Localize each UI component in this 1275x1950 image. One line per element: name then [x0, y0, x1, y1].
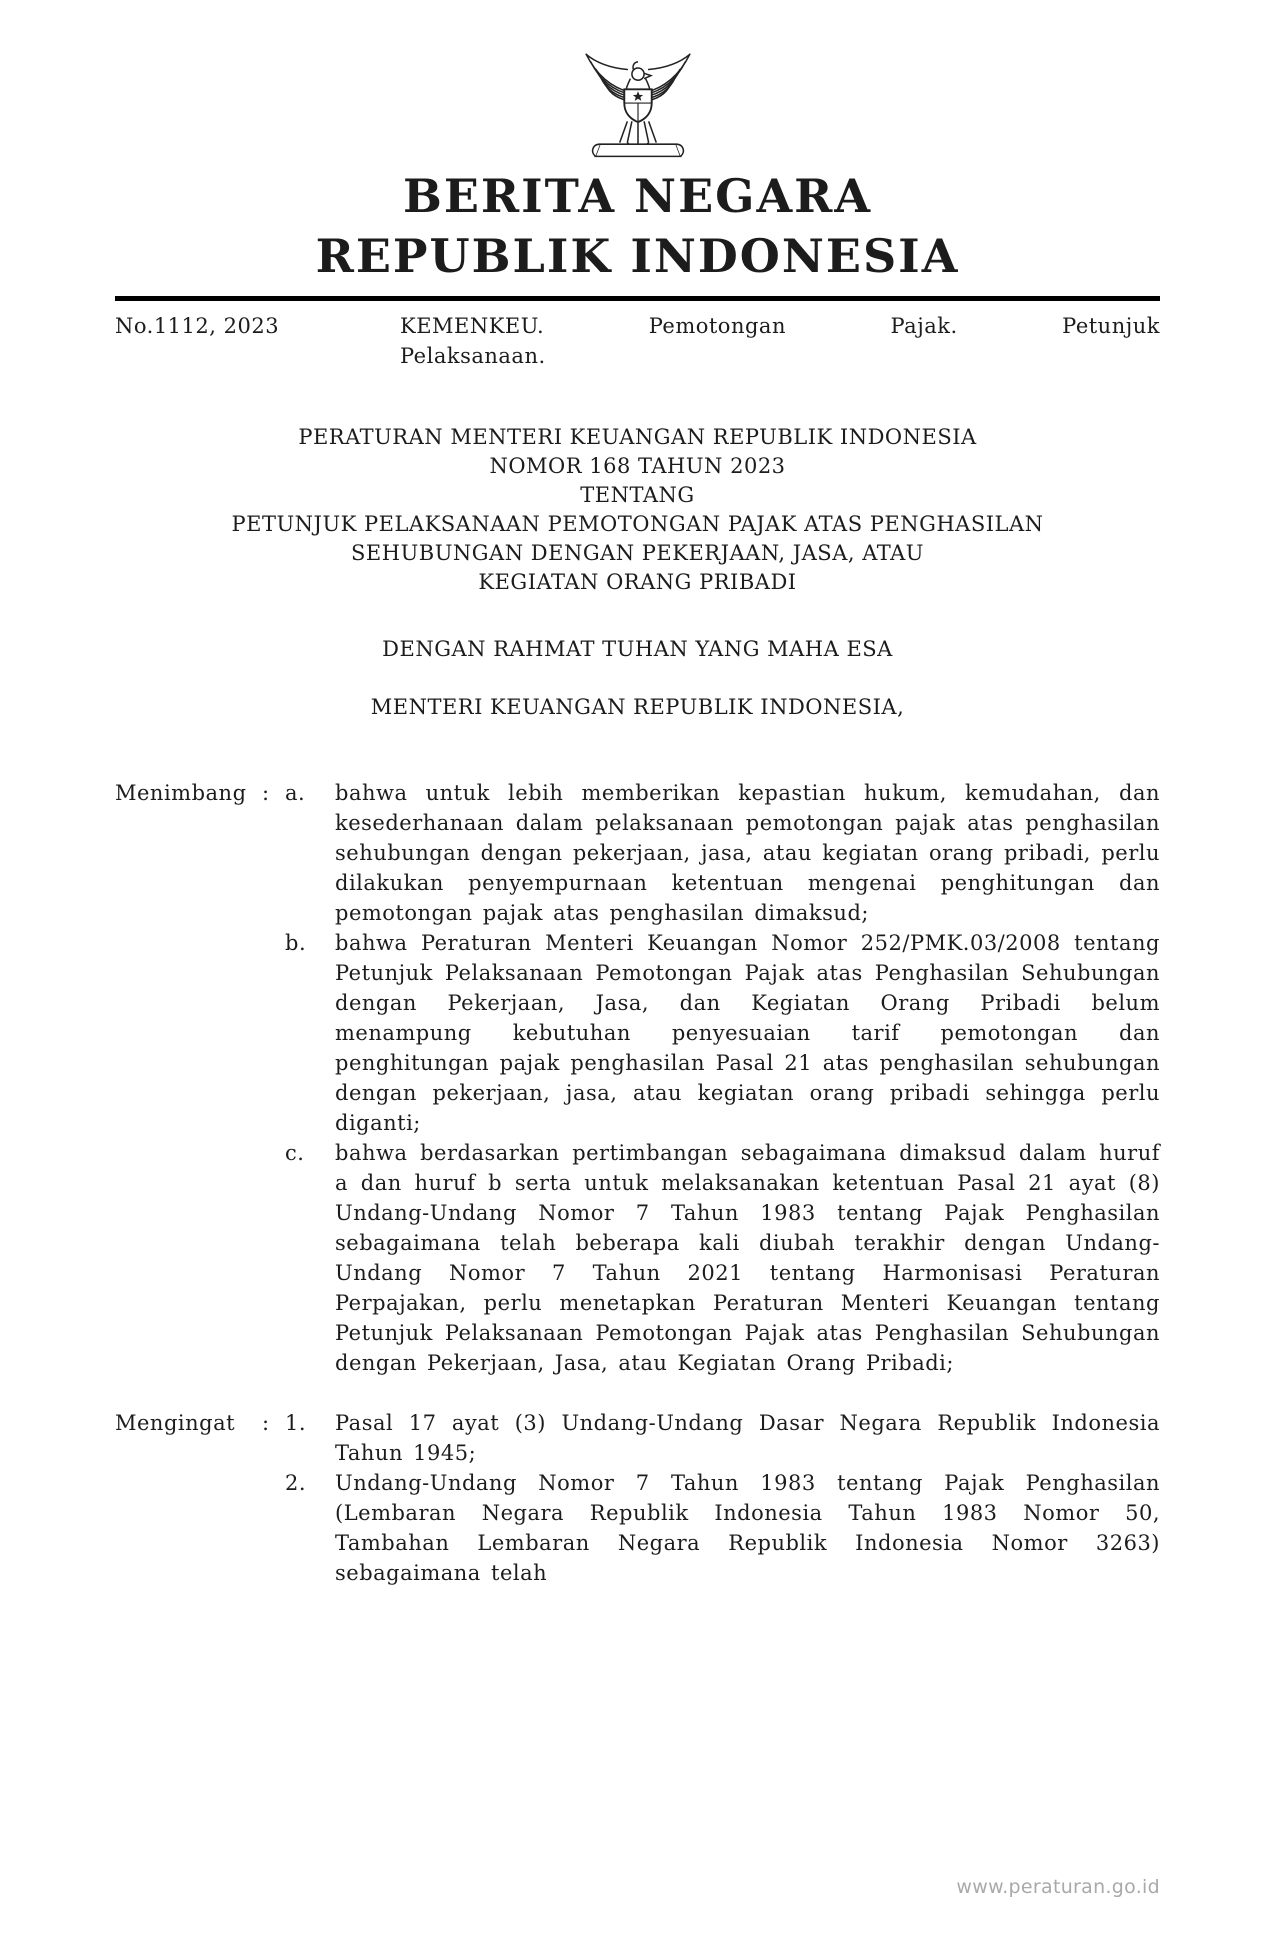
- item-marker: 2.: [285, 1471, 307, 1495]
- menimbang-colon: :: [262, 781, 270, 805]
- clauses: [115, 778, 1160, 1588]
- issue-row: [115, 311, 1160, 371]
- consideration-item: [285, 1138, 1160, 1378]
- title-line-4: PETUNJUK PELAKSANAAN PEMOTONGAN PAJAK ATAS PENGHASILAN: [231, 512, 1044, 536]
- emblem-container: [115, 0, 1160, 168]
- invocation-line: DENGAN RAHMAT TUHAN YANG MAHA ESA: [382, 637, 893, 661]
- mengingat-items: [285, 1408, 1160, 1588]
- legal-basis-item: [285, 1408, 1160, 1468]
- item-text: bahwa berdasarkan pertimbangan sebagaimana dimaksud dalam huruf a dan huruf b serta untuk melaksanakan ketentuan Pasal 21 ayat (8) Undang-Undang Nomor 7 Tahun 1983 tentang Pajak Penghasilan sebagaimana telah beberapa kali diubah terakhir dengan Undang-Undang Nomor 7 Tahun 2021 tentang Harmonisasi Peraturan Perpajakan, perlu menetapkan Peraturan Menteri Keuangan tentang Petunjuk Pelaksanaan Pemotongan Pajak atas Penghasilan Sehubungan dengan Pekerjaan, Jasa, atau Kegiatan Orang Pribadi;: [335, 1141, 1160, 1375]
- garuda-pancasila-icon: [577, 36, 699, 164]
- issue-subject: [400, 311, 1160, 371]
- item-text: Pasal 17 ayat (3) Undang-Undang Dasar Negara Republik Indonesia Tahun 1945;: [335, 1411, 1160, 1465]
- consideration-item: [285, 778, 1160, 928]
- menimbang-items: [285, 778, 1160, 1378]
- item-marker: a.: [285, 781, 306, 805]
- item-text: bahwa Peraturan Menteri Keuangan Nomor 252/PMK.03/2008 tentang Petunjuk Pelaksanaan Pemotongan Pajak atas Penghasilan Sehubungan dengan Pekerjaan, Jasa, dan Kegiatan Orang Pribadi belum menampung kebutuhan penyesuaian tarif pemotongan dan penghitungan pajak penghasilan Pasal 21 atas penghasilan sehubungan dengan pekerjaan, jasa, atau kegiatan orang pribadi sehingga perlu diganti;: [335, 931, 1160, 1135]
- item-marker: c.: [285, 1141, 305, 1165]
- item-marker: b.: [285, 931, 307, 955]
- issue-number: No.1112, 2023: [115, 314, 280, 338]
- masthead-rule: [115, 296, 1160, 301]
- watermark-url: www.peraturan.go.id: [956, 1876, 1160, 1898]
- authority-line: MENTERI KEUANGAN REPUBLIK INDONESIA,: [370, 695, 905, 719]
- mengingat-colon: :: [262, 1411, 270, 1435]
- issue-subject-line2: Pelaksanaan.: [400, 344, 546, 368]
- masthead: [115, 168, 1160, 301]
- title-line-3: TENTANG: [580, 483, 695, 507]
- consideration-item: [285, 928, 1160, 1138]
- masthead-title-line2: REPUBLIK INDONESIA: [315, 229, 960, 283]
- menimbang-label: Menimbang: [115, 781, 247, 805]
- menimbang-section: [115, 778, 1160, 1378]
- title-line-2: NOMOR 168 TAHUN 2023: [489, 454, 786, 478]
- legal-basis-item: [285, 1468, 1160, 1588]
- item-text: bahwa untuk lebih memberikan kepastian hukum, kemudahan, dan kesederhanaan dalam pelaksanaan pemotongan pajak atas penghasilan sehubungan dengan pekerjaan, jasa, atau kegiatan orang pribadi, perlu dilakukan penyempurnaan ketentuan mengenai penghitungan dan pemotongan pajak atas penghasilan dimaksud;: [335, 781, 1160, 925]
- title-line-1: PERATURAN MENTERI KEUANGAN REPUBLIK INDONESIA: [298, 425, 977, 449]
- regulation-title: [115, 423, 1160, 597]
- mengingat-label: Mengingat: [115, 1411, 236, 1435]
- mengingat-section: [115, 1408, 1160, 1588]
- item-text: Undang-Undang Nomor 7 Tahun 1983 tentang Pajak Penghasilan (Lembaran Negara Republik Indonesia Tahun 1983 Nomor 50, Tambahan Lembaran Negara Republik Indonesia Nomor 3263) sebagaimana telah: [335, 1471, 1160, 1585]
- title-line-5: SEHUBUNGAN DENGAN PEKERJAAN, JASA, ATAU: [351, 541, 924, 565]
- title-line-6: KEGIATAN ORANG PRIBADI: [478, 570, 797, 594]
- issue-subject-line1: KEMENKEU. Pemotongan Pajak. Petunjuk: [400, 314, 1160, 338]
- masthead-title-line1: BERITA NEGARA: [402, 169, 873, 223]
- item-marker: 1.: [285, 1411, 307, 1435]
